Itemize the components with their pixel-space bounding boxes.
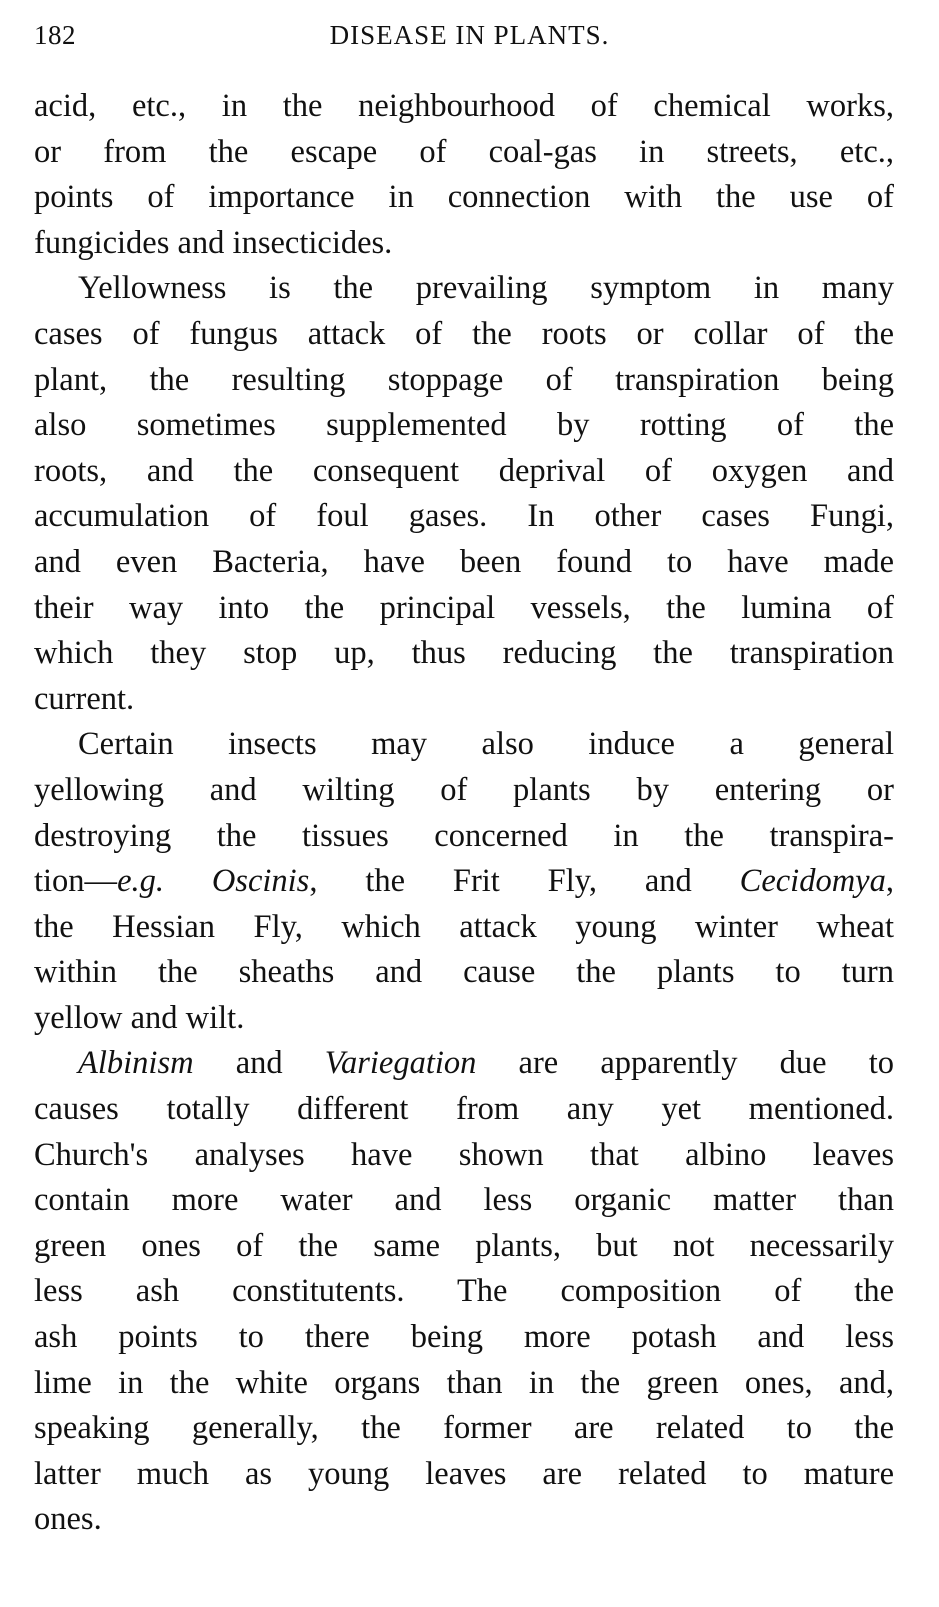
text-segment: tion—	[34, 863, 118, 900]
text-line: acid, etc., in the neighbourhood of chemical works,	[34, 88, 894, 124]
text-line: also sometimes supplemented by rotting of the	[34, 407, 894, 444]
text-line: Yellowness is the prevailing symptom in many	[78, 270, 894, 307]
running-head	[34, 20, 905, 60]
text-line: lime in the white organs than in the green ones, and,	[34, 1364, 894, 1401]
text-line: Church's analyses have shown that albino leaves	[34, 1136, 894, 1173]
text-line	[34, 859, 894, 905]
text-line: current.	[34, 680, 135, 717]
running-title: DISEASE IN PLANTS.	[329, 20, 610, 50]
text-segment: and	[193, 1045, 325, 1082]
text-line: cases of fungus attack of the roots or collar of the	[34, 315, 894, 352]
text-line: accumulation of foul gases. In other cases Fungi,	[34, 498, 894, 535]
body-text	[34, 84, 894, 1543]
text-line: Certain insects may also induce a general	[78, 726, 894, 763]
text-line: yellow and wilt.	[34, 999, 245, 1036]
text-line: latter much as young leaves are related to mature	[34, 1455, 894, 1492]
text-line: ash points to there being more potash and less	[34, 1319, 894, 1356]
text-line: and even Bacteria, have been found to have made	[34, 543, 894, 580]
text-line: causes totally different from any yet mentioned.	[34, 1091, 894, 1128]
text-line: fungicides and insecticides.	[34, 224, 393, 261]
text-line: roots, and the consequent deprival of oxygen and	[34, 452, 894, 489]
text-line: green ones of the same plants, but not necessarily	[34, 1227, 894, 1264]
text-segment: , the Frit Fly, and	[309, 863, 740, 900]
text-line: within the sheaths and cause the plants to turn	[34, 954, 894, 991]
text-line: their way into the principal vessels, the lumina of	[34, 589, 894, 626]
text-line: points of importance in connection with the use of	[34, 179, 894, 216]
paragraph	[34, 84, 894, 266]
text-line: or from the escape of coal-gas in streets, etc.,	[34, 133, 894, 170]
page-number: 182	[34, 20, 76, 50]
text-line: less ash constitutents. The composition of the	[34, 1273, 894, 1310]
italic-text: Cecidomya	[739, 863, 886, 900]
italic-text: e.g. Oscinis	[117, 863, 310, 900]
text-line: plant, the resulting stoppage of transpiration being	[34, 361, 894, 398]
italic-text: Variegation	[324, 1045, 477, 1082]
text-line: yellowing and wilting of plants by entering or	[34, 771, 894, 808]
text-line: destroying the tissues concerned in the transpira-	[34, 817, 894, 854]
text-line	[34, 1041, 894, 1087]
paragraph	[34, 1041, 894, 1543]
text-line: speaking generally, the former are related to the	[34, 1410, 894, 1447]
text-line: the Hessian Fly, which attack young winter wheat	[34, 908, 894, 945]
italic-text: Albinism	[78, 1045, 194, 1082]
paragraph	[34, 266, 894, 722]
paragraph	[34, 722, 894, 1041]
text-line: ones.	[34, 1501, 102, 1538]
text-line: contain more water and less organic matter than	[34, 1182, 894, 1219]
text-segment: ,	[885, 863, 894, 900]
text-line: which they stop up, thus reducing the transpiration	[34, 635, 894, 672]
text-segment: are apparently due to	[476, 1045, 894, 1082]
